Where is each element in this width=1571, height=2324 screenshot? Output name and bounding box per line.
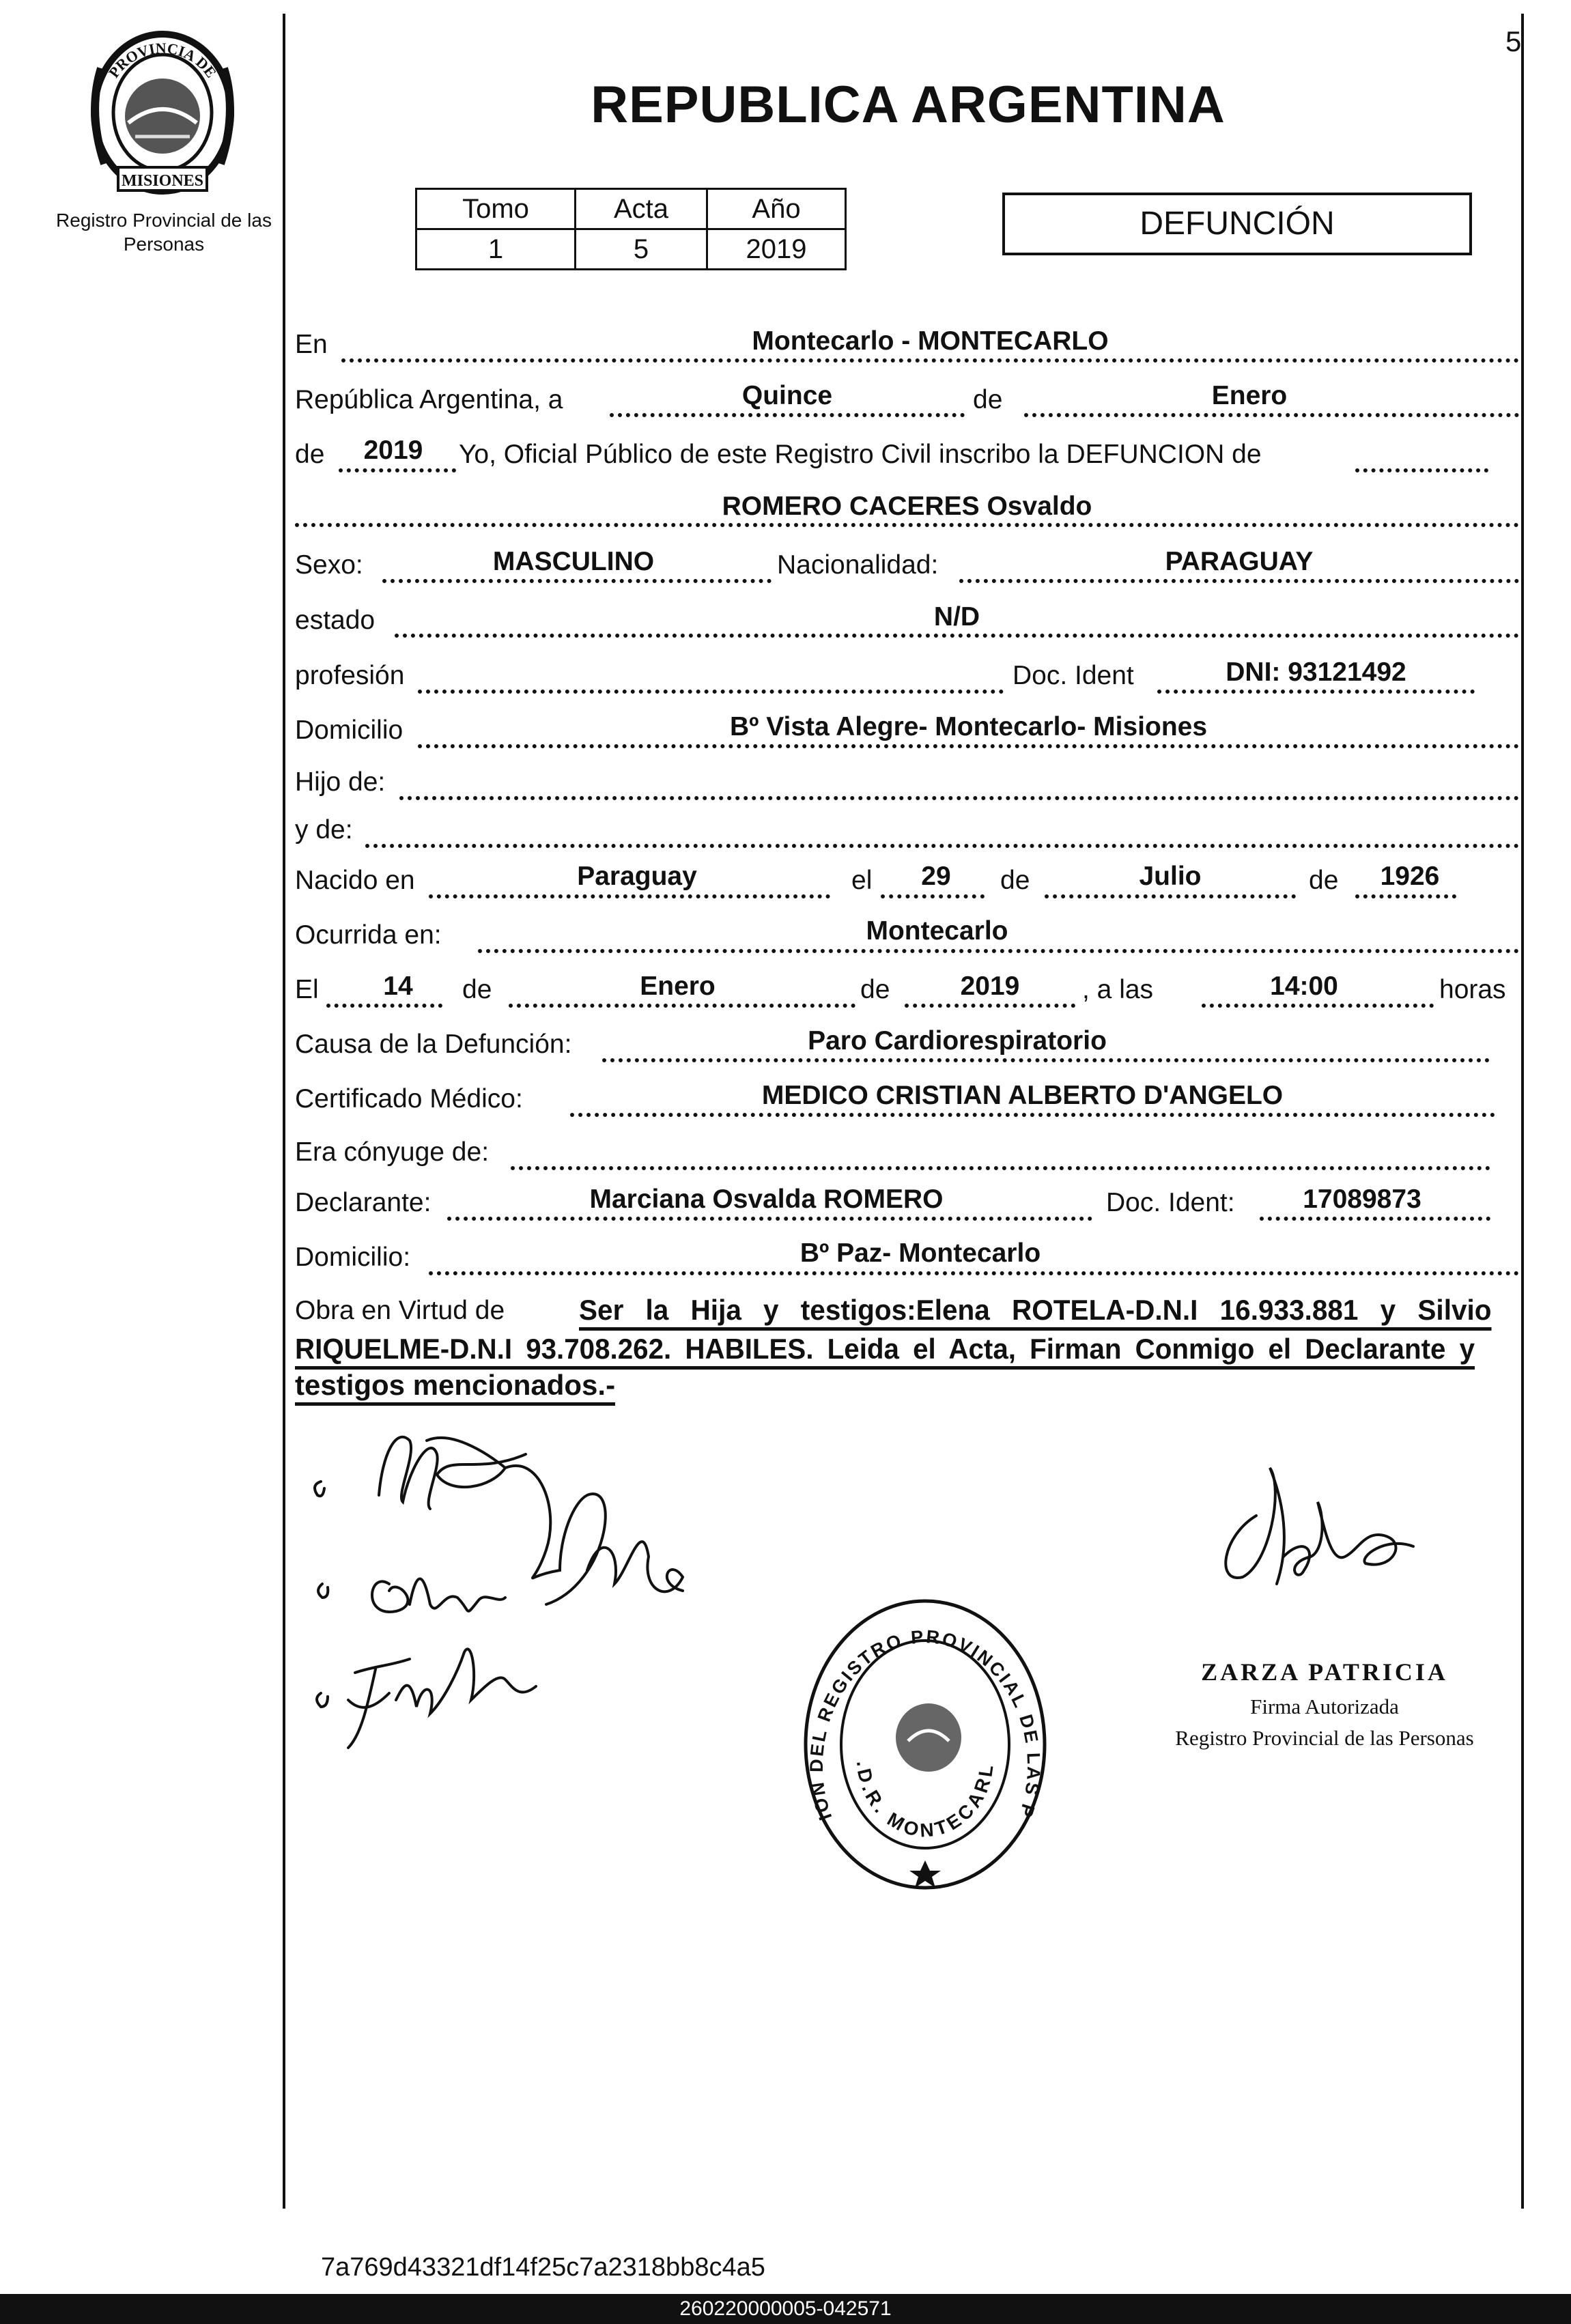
dotted-line [1045,894,1296,898]
value-lugar: Montecarlo - MONTECARLO [752,326,1109,356]
dotted-line [1202,1004,1434,1008]
witness-signatures [300,1413,778,1850]
label-declarante: Declarante: [295,1188,431,1217]
dotted-line [447,1217,1092,1221]
book-reference-table [415,188,847,270]
dotted-line [341,358,1519,363]
label-en: En [295,330,328,359]
label-de: de [462,975,492,1004]
value-causa: Paro Cardiorespiratorio [808,1026,1107,1055]
label-profesion: profesión [295,661,405,690]
label-republica: República Argentina, a [295,385,563,414]
official-stamp [799,1594,1051,1895]
value-nombre: ROMERO CACERES Osvaldo [722,492,1092,521]
dotted-line [881,894,985,898]
seal-text-bottom: MISIONES [121,172,204,190]
dotted-line [1157,690,1475,694]
dotted-line [602,1058,1490,1062]
label-certificado: Certificado Médico: [295,1084,523,1114]
value-obra-line3: testigos mencionados.- [295,1371,615,1406]
dotted-line [1355,468,1488,472]
value-obra-line1: Ser la Hija y testigos:Elena ROTELA-D.N.I 16.933.881 y Silvio [579,1296,1492,1331]
official-role: Firma Autorizada [1250,1695,1399,1718]
value-anio: 2019 [363,436,423,465]
label-nacido-en: Nacido en [295,866,415,895]
dotted-line [959,579,1519,583]
label-conyuge: Era cónyuge de: [295,1137,490,1167]
dotted-line [905,1004,1075,1008]
value-nacido-anio: 1926 [1380,862,1440,891]
dotted-line [511,1166,1490,1170]
acta-header: Acta [576,189,707,229]
value-nacido-mes: Julio [1139,862,1202,891]
dotted-line [339,468,456,472]
dotted-line [478,949,1519,953]
label-a-las: , a las [1082,975,1154,1004]
value-sexo: MASCULINO [492,547,655,576]
label-hijo-de: Hijo de: [295,767,386,797]
value-def-mes: Enero [640,972,716,1001]
anio-value: 2019 [707,229,846,270]
record-type-box: DEFUNCIÓN [1002,193,1472,255]
label-sexo: Sexo: [295,550,363,580]
label-estado: estado [295,606,376,635]
value-estado: N/D [933,602,980,632]
value-domicilio: Bº Vista Alegre- Montecarlo- Misiones [729,712,1208,741]
right-margin-rule [1521,14,1524,2209]
office-name: Registro Provincial de las Personas [56,210,272,255]
label-obra: Obra en Virtud de [295,1296,505,1325]
stamp-inner-text: .D.R. MONTECARL [852,1759,998,1841]
value-dia-letras: Quince [741,381,833,410]
document-hash: 7a769d43321df14f25c7a2318bb8c4a5 [321,2253,765,2282]
stamp-outer-text: ION DEL REGISTRO PROVINCIAL DE LAS P [806,1626,1045,1824]
dotted-line [1260,1217,1490,1221]
barcode-id-bar: 260220000005-042571 [0,2294,1571,2324]
dotted-line [382,579,772,583]
official-name: ZARZA PATRICIA [1201,1658,1448,1686]
value-dni: DNI: 93121492 [1226,657,1406,687]
dotted-line [1355,894,1456,898]
label-domicilio: Domicilio [295,715,404,745]
value-nacido-lugar: Paraguay [577,862,697,891]
dotted-line [418,690,1004,694]
label-de: de [1309,866,1339,895]
document-title: REPUBLICA ARGENTINA [591,76,1226,134]
label-de: de [1000,866,1030,895]
label-el: el [851,866,873,895]
value-ocurrida-en: Montecarlo [866,916,1008,946]
value-certificado: MEDICO CRISTIAN ALBERTO D'ANGELO [761,1081,1284,1110]
label-horas: horas [1439,975,1506,1004]
provincial-seal [81,27,244,198]
label-de: de [860,975,890,1004]
left-margin-rule [283,14,285,2209]
label-inscribo: Yo, Oficial Público de este Registro Civil inscribo la DEFUNCION de [459,440,1262,469]
value-mes: Enero [1211,381,1288,410]
page-number: 5 [1505,25,1522,57]
value-declarante-domicilio: Bº Paz- Montecarlo [799,1238,1041,1268]
official-signature [1208,1447,1434,1604]
label-de: de [295,440,325,469]
label-el: El [295,975,319,1004]
acta-value: 5 [576,229,707,270]
label-domicilio-declarante: Domicilio: [295,1243,411,1272]
label-doc-ident: Doc. Ident [1013,661,1134,690]
dotted-line [429,1271,1519,1275]
dotted-line [326,1004,442,1008]
official-office: Registro Provincial de las Personas [1175,1726,1474,1750]
dotted-line [1024,413,1519,417]
anio-header: Año [707,189,846,229]
label-ocurrida-en: Ocurrida en: [295,920,442,950]
seal-text-top: PROVINCIA DE [104,39,221,81]
dotted-line [429,894,830,898]
tomo-value: 1 [416,229,576,270]
value-declarante: Marciana Osvalda ROMERO [589,1185,944,1214]
label-causa: Causa de la Defunción: [295,1030,572,1059]
dotted-line [509,1004,855,1008]
value-def-anio: 2019 [960,972,1020,1001]
value-declarante-doc: 17089873 [1303,1185,1421,1214]
value-nacido-dia: 29 [921,862,951,891]
value-obra-line2: RIQUELME-D.N.I 93.708.262. HABILES. Leida el Acta, Firman Conmigo el Declarante y [295,1335,1475,1370]
label-de: de [973,385,1003,414]
label-nacionalidad: Nacionalidad: [777,550,939,580]
value-def-dia: 14 [383,972,413,1001]
label-doc-ident-declarante: Doc. Ident: [1106,1188,1235,1217]
dotted-line [295,523,1519,527]
dotted-line [570,1113,1495,1117]
dotted-line [418,744,1519,748]
tomo-header: Tomo [416,189,576,229]
dotted-line [399,796,1519,800]
dotted-line [610,413,965,417]
label-y-de: y de: [295,815,353,845]
dotted-line [365,844,1519,848]
dotted-line [395,634,1519,638]
value-nacionalidad: PARAGUAY [1165,547,1314,576]
value-def-hora: 14:00 [1270,972,1338,1001]
